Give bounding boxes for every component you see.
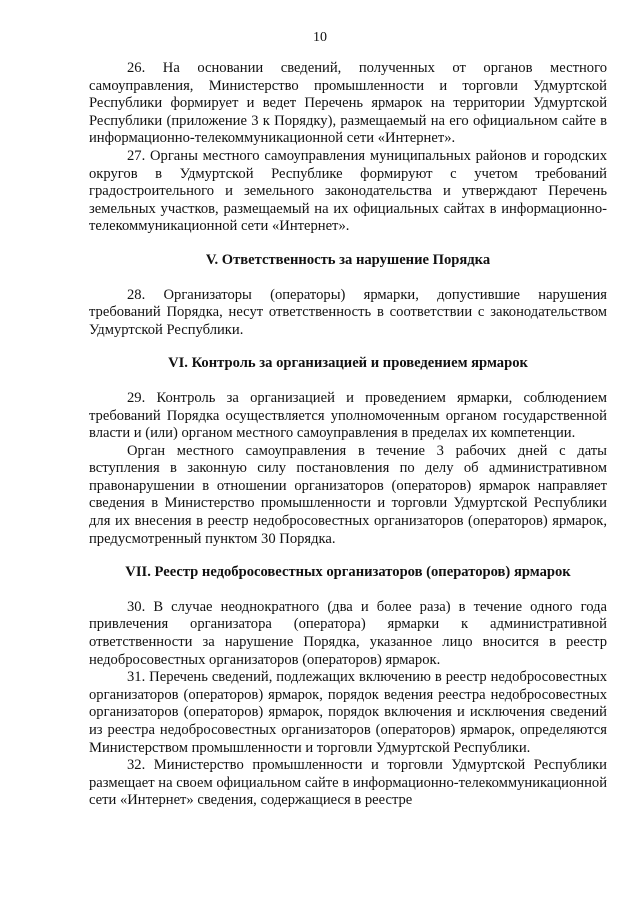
paragraph-31: 31. Перечень сведений, подлежащих включению в реестр недобросовестных организаторов (операторов) ярмарок, порядок ведения реестра недобросовестных организаторов (операторов) ярмарок, порядок включения и исключения сведений из реестра недобросовестных организаторов (операторов) ярмарок, определяются Министерством промышленности и торговли Удмуртской Республики. (89, 669, 607, 756)
page-number: 10 (313, 30, 327, 45)
section-heading-vii: VII. Реестр недобросовестных организаторов (операторов) ярмарок (125, 564, 571, 581)
section-heading-v: V. Ответственность за нарушение Порядка (205, 251, 491, 268)
paragraph-32: 32. Министерство промышленности и торговли Удмуртской Республики размещает на своем официальном сайте в информационно-телекоммуникационной сети «Интернет» сведения, содержащиеся в реестре (89, 757, 607, 809)
section-heading-vi: VI. Контроль за организацией и проведением ярмарок (168, 355, 528, 372)
paragraph-28: 28. Организаторы (операторы) ярмарки, допустившие нарушения требований Порядка, несут ответственность в соответствии с законодательством Удмуртской Республики. (89, 286, 607, 338)
paragraph-30: 30. В случае неоднократного (два и более раза) в течение одного года привлечения организатора (оператора) ярмарки к административной ответственности за нарушение Порядка, указанное лицо вносится в реестр недобросовестных организаторов (операторов) ярмарок. (89, 598, 607, 668)
paragraph-29: 29. Контроль за организацией и проведением ярмарки, соблюдением требований Порядка осуществляется уполномоченным органом государственной власти и (или) органом местного самоуправления в пределах их компетенции. (89, 389, 607, 442)
paragraph-26: 26. На основании сведений, полученных от органов местного самоуправления, Министерство промышленности и торговли Удмуртской Республики формирует и ведет Перечень ярмарок на территории Удмуртской Республики (приложение 3 к Порядку), размещаемый на его официальном сайте в информационно-телекоммуникационной сети «Интернет». (89, 60, 607, 147)
paragraph-29-continued: Орган местного самоуправления в течение 3 рабочих дней с даты вступления в законную силу постановления по делу об административном правонарушении в отношении организаторов (операторов) ярмарок направляет сведения в Министерство промышленности и торговли Удмуртской Республики для их внесения в реестр недобросовестных организаторов (операторов) ярмарок, предусмотренный пунктом 30 Порядка. (89, 442, 607, 547)
paragraph-27: 27. Органы местного самоуправления муниципальных районов и городских округов в Удмуртской Республике формируют с учетом требований градостроительного и земельного законодательства и утверждают Перечень земельных участков, размещаемый на их официальных сайтах в информационно-телекоммуникационной сети «Интернет». (89, 147, 607, 235)
document-body (89, 60, 607, 810)
